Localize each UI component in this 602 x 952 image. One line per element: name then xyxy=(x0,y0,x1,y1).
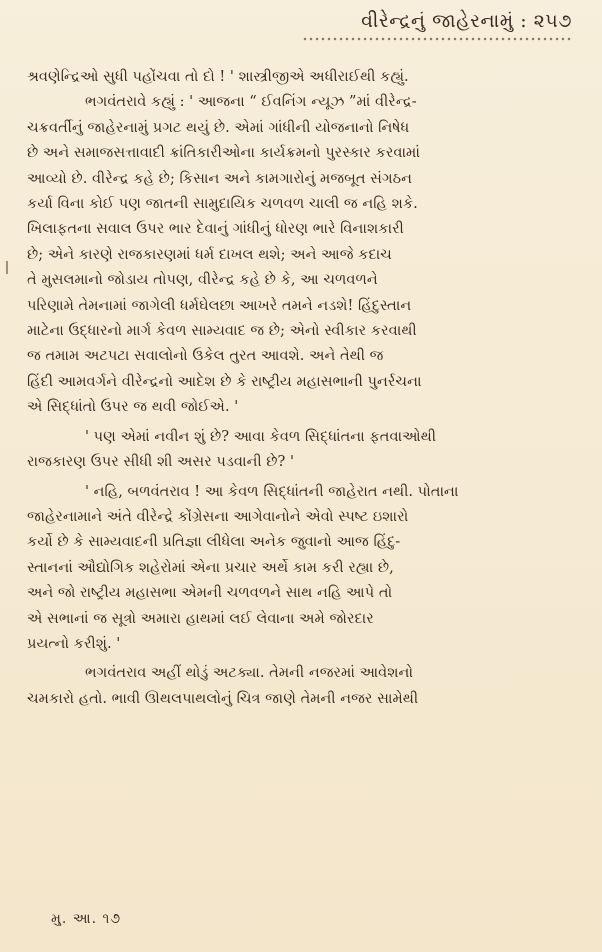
text-line: સ્તાનનાં ઔદ્યોગિક શહેરોમાં એના પ્રચાર અર્થે કામ કરી રહ્યા છે, xyxy=(27,558,394,576)
text-line: આવ્યો છે. વીરેન્દ્ર કહે છે; કિસાન અને કામગારોનું મજબૂત સંગઠન xyxy=(27,169,413,187)
body-text xyxy=(27,64,573,711)
text-line: કર્યો છે કે સામ્યવાદની પ્રતિજ્ઞા લીધેલા અનેક જુવાનો આજ હિંદુ- xyxy=(27,533,401,551)
text-line: એ સિદ્ધાંતો ઉપર જ થવી જોઈએ. ' xyxy=(27,398,239,416)
paragraph xyxy=(27,479,573,657)
text-line: ચક્રવર્તીનું જાહેરનામું પ્રગટ થયું છે. એમાં ગાંધીની યોજનાનો નિષેધ xyxy=(27,118,410,136)
text-line: હિંદી આમવર્ગને વીરેન્દ્રનો આદેશ છે કે રાષ્ટ્રીય મહાસભાની પુનર્રચના xyxy=(27,372,422,390)
margin-mark xyxy=(6,261,8,274)
text-line: માટેના ઉદ્ધારનો માર્ગ કેવળ સામ્યવાદ જ છે; એનો સ્વીકાર કરવાથી xyxy=(27,322,417,340)
text-line: ભગવંતરાવ અહીં થોડું અટક્યા. તેમની નજરમાં આવેશનો xyxy=(85,664,413,682)
text-line: કર્યા વિના કોઈ પણ જાતની સામુદાયિક ચળવળ ચાલી જ નહિ શકે. xyxy=(27,195,418,213)
text-line: ચમકારો હતો. ભાવી ઊથલપાથલોનું ચિત્ર જાણે તેમની નજર સામેથી xyxy=(27,689,419,707)
text-line: શ્રવણેન્દ્રિઓ સુધી પહોંચવા તો દો ! ' શાસ્ત્રીજીએ અધીરાઈથી કહ્યું. xyxy=(27,68,409,85)
text-line: છે અને સમાજસત્તાવાદી ક્રાંતિકારીઓના કાર્યક્રમનો પુરસ્કાર કરવામાં xyxy=(27,144,420,162)
text-line: જાહેરનામાને અંતે વીરેન્દ્રે કોંગ્રેસના આગેવાનોને એવો સ્પષ્ટ ઇશારો xyxy=(27,507,409,525)
running-head: વીરેન્દ્રનું જાહેરનામું : ૨૫૭ xyxy=(361,10,572,32)
text-line: ' નહિ, બળવંતરાવ ! આ કેવળ સિદ્ધાંતની જાહેરાત નથી. પોતાના xyxy=(85,482,459,500)
text-line: જ તમામ અટપટા સવાલોનો ઉકેલ તુરત આવશે. અને તેથી જ xyxy=(27,347,384,365)
paragraph xyxy=(27,64,573,89)
text-line: રાજકારણ ઉપર સીધી શી અસર પડવાની છે? ' xyxy=(27,453,295,471)
text-line: અને જો રાષ્ટ્રીય મહાસભા એમની ચળવળને સાથ નહિ આપે તો xyxy=(27,584,393,602)
header-ornament-rule xyxy=(302,36,572,42)
text-line: છે; એને કારણે રાજકારણમાં ધર્મ દાખલ થશે; અને આજે કદાચ xyxy=(27,245,392,263)
paragraph xyxy=(27,660,573,711)
text-line: એ સભાનાં જ સૂત્રો અમારા હાથમાં લઈ લેવાના અમે જોરદાર xyxy=(27,609,374,627)
text-line: તે મુસલમાનો જોડાય તોપણ, વીરેન્દ્ર કહે છે કે, આ ચળવળને xyxy=(27,271,378,289)
paragraph xyxy=(27,89,573,419)
text-line: પરિણામે તેમનામાં જાગેલી ધર્મઘેલછા આખરે તમને નડશે! હિંદુસ્તાન xyxy=(27,296,412,314)
text-line: ' પણ એમાં નવીન શું છે? આવા કેવળ સિદ્ધાંતના ફતવાઓથી xyxy=(85,427,437,445)
text-line: ખિલાફતના સવાલ ઉપર ભાર દેવાનું ગાંધીનું ધોરણ ભારે વિનાશકારી xyxy=(27,220,404,238)
text-line: પ્રયત્નો કરીશું. ' xyxy=(27,634,121,652)
paragraph xyxy=(27,424,573,475)
signature-mark: મુ. આ. ૧૭ xyxy=(51,911,122,927)
page-header xyxy=(302,10,572,42)
text-line: ભગવંતરાવે કહ્યું : ' આજના “ ઈવનિંગ ન્યૂઝ ”માં વીરેન્દ્ર- xyxy=(85,93,417,111)
